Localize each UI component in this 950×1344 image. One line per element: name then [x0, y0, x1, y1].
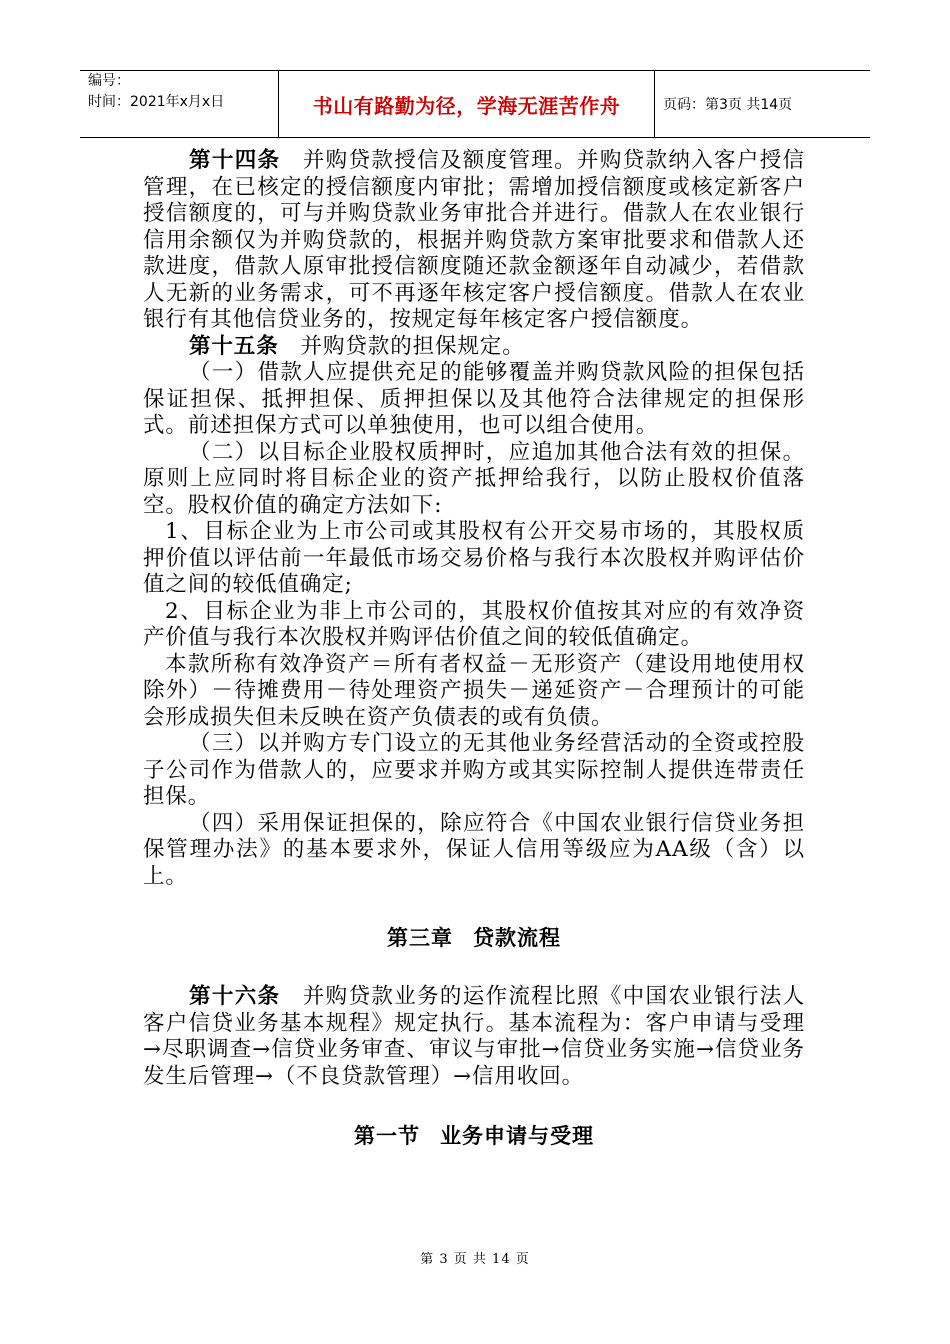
article-15-subitem-1: 1、目标企业为上市公司或其股权有公开交易市场的，其股权质押价值以评估前一年最低市场交易价格与我行本次股权并购评估价值之间的较低值确定;	[143, 519, 805, 597]
article-15	[143, 334, 805, 361]
article-16-text: 并购贷款业务的运作流程比照《中国农业银行法人客户信贷业务基本规程》规定执行。基本流程为：客户申请与受理→尽职调查→信贷业务审查、审议与审批→信贷业务实施→信贷业务发生后管理→（不良贷款管理）→信用收回。	[143, 984, 805, 1089]
article-15-item-3: （三）以并购方专门设立的无其他业务经营活动的全资或控股子公司作为借款人的，应要求并购方或其实际控制人提供连带责任担保。	[143, 731, 805, 809]
header-meta	[80, 71, 279, 137]
chapter-number: 第三章	[387, 926, 453, 950]
header-page-info: 页码：第3页 共14页	[663, 97, 793, 113]
section-number: 第一节	[354, 1124, 420, 1148]
article-14	[143, 148, 805, 334]
document-body	[143, 148, 805, 1150]
article-14-title: 第十四条	[189, 148, 281, 173]
article-15-item-4: （四）采用保证担保的，除应符合《中国农业银行信贷业务担保管理办法》的基本要求外，保证人信用等级应为AA级（含）以上。	[143, 810, 805, 889]
article-15-definition: 本款所称有效净资产＝所有者权益－无形资产（建设用地使用权除外）－待摊费用－待处理资产损失－递延资产－合理预计的可能会形成损失但未反映在资产负债表的或有负债。	[143, 651, 805, 730]
header-motto: 书山有路勤为径，学海无涯苦作舟	[279, 71, 655, 137]
article-15-item-2: （二）以目标企业股权质押时，应追加其他合法有效的担保。原则上应同时将目标企业的资产抵押给我行，以防止股权价值落空。股权价值的确定方法如下:	[143, 439, 805, 518]
article-15-item-1: （一）借款人应提供充足的能够覆盖并购贷款风险的担保包括保证担保、抵押担保、质押担保以及其他符合法律规定的担保形式。前述担保方式可以单独使用，也可以组合使用。	[143, 360, 805, 438]
page-footer: 第 3 页 共 14 页	[420, 1252, 530, 1267]
document-header	[80, 70, 870, 138]
article-14-text: 并购贷款授信及额度管理。并购贷款纳入客户授信管理，在已核定的授信额度内审批；需增加授信额度或核定新客户授信额度的，可与并购贷款业务审批合并进行。借款人在农业银行信用余额仅为并购贷款的，根据并购贷款方案审批要求和借款人还款进度，借款人原审批授信额度随还款金额逐年自动减少，若借款人无新的业务需求，可不再逐年核定客户授信额度。借款人在农业银行有其他信贷业务的，按规定每年核定客户授信额度。	[143, 148, 805, 332]
article-16-title: 第十六条	[189, 984, 281, 1009]
article-15-subitem-2: 2、目标企业为非上市公司的，其股权价值按其对应的有效净资产价值与我行本次股权并购评估价值之间的较低值确定。	[143, 598, 805, 650]
article-15-title: 第十五条	[189, 333, 279, 359]
document-date: 时间：2021年x月x日	[88, 94, 225, 110]
section-heading	[143, 1120, 805, 1150]
document-number-label: 编号：	[88, 73, 130, 89]
chapter-heading	[143, 922, 805, 952]
article-16	[143, 984, 805, 1090]
section-title: 业务申请与受理	[440, 1124, 594, 1148]
article-15-text: 并购贷款的担保规定。	[300, 333, 525, 359]
chapter-title: 贷款流程	[473, 926, 561, 950]
